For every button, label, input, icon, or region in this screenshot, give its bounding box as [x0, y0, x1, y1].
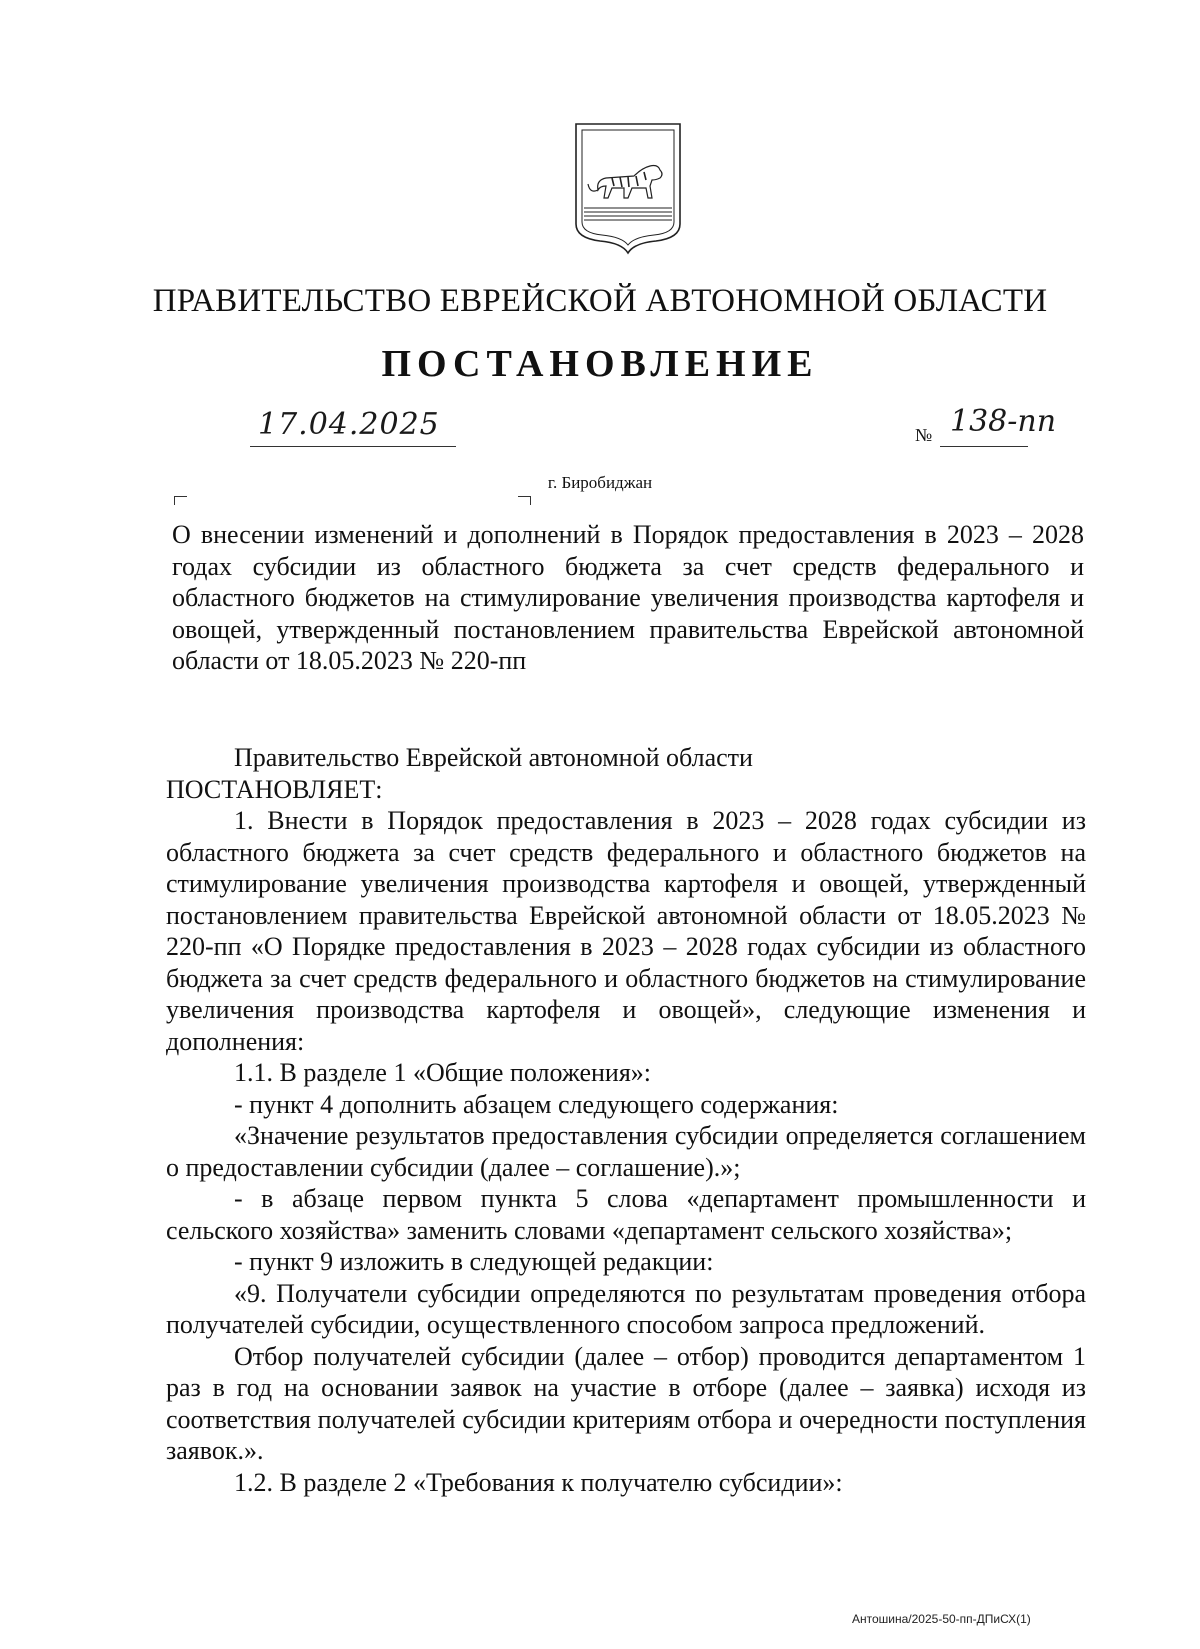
footer-code: Антошина/2025-50-пп-ДПиСХ(1) [852, 1612, 1031, 1626]
paragraph: «9. Получатели субсидии определяются по результатам проведения отбора получателей субсидии, осуществленного способом запроса предложений. [166, 1278, 1086, 1339]
handwritten-date: 17.04.2025 [258, 407, 440, 442]
date-underline [250, 446, 456, 447]
paragraph: 1.2. В разделе 2 «Требования к получателю субсидии»: [234, 1467, 843, 1497]
paragraph: - в абзаце первом пункта 5 слова «департамент промышленности и сельского хозяйства» заменить словами «департамент сельского хозяйства»; [166, 1184, 1086, 1245]
paragraph: 1. Внести в Порядок предоставления в 2023 – 2028 годах субсидии из областного бюджета за счет средств федерального и областного бюджетов на стимулирование увеличения производства картофеля и овощей, утвержденный постановлением правительства Еврейской автономной области от 18.05.2023 № 220-пп «О Порядке предоставления в 2023 – 2028 годах субсидии из областного бюджета за счет средств федерального и областного бюджетов на стимулирование увеличения производства картофеля и овощей», следующие изменения и дополнения: [166, 806, 1086, 1056]
paragraph: - пункт 9 изложить в следующей редакции: [234, 1247, 714, 1276]
paragraph: - пункт 4 дополнить абзацем следующего содержания: [234, 1089, 839, 1119]
document-body [166, 742, 1086, 1498]
coat-of-arms-icon [572, 120, 684, 255]
city: г. Биробиджан [547, 473, 653, 492]
paragraph: ПОСТАНОВЛЯЕТ: [166, 774, 383, 804]
handwritten-number: 138-пп [950, 404, 1057, 439]
document-type-title: ПОСТАНОВЛЕНИЕ [381, 343, 819, 385]
document-heading: О внесении изменений и дополнений в Порядок предоставления в 2023 – 2028 годах субсидии из областного бюджета за счет средств федерального и областного бюджетов на стимулирование увеличения производства картофеля и овощей, утвержденный постановлением правительства Еврейской автономной области от 18.05.2023 № 220-пп [172, 520, 1084, 675]
government-name: ПРАВИТЕЛЬСТВО ЕВРЕЙСКОЙ АВТОНОМНОЙ ОБЛАСТИ [152, 283, 1048, 319]
paragraph: Отбор получателей субсидии (далее – отбор) проводится департаментом 1 раз в год на основании заявок на участие в отборе (далее – заявка) исходя из соответствия получателей субсидии критериям отбора и очередности поступления заявок.». [166, 1341, 1086, 1465]
heading-bracket-left [174, 496, 187, 505]
number-underline [940, 446, 1028, 447]
heading-bracket-right [518, 496, 531, 505]
paragraph: «Значение результатов предоставления субсидии определяется соглашением о предоставлении субсидии (далее – соглашение).»; [166, 1121, 1086, 1182]
paragraph: 1.1. В разделе 1 «Общие положения»: [234, 1058, 652, 1087]
paragraph: Правительство Еврейской автономной области [234, 743, 753, 772]
number-sign: № [915, 425, 933, 445]
